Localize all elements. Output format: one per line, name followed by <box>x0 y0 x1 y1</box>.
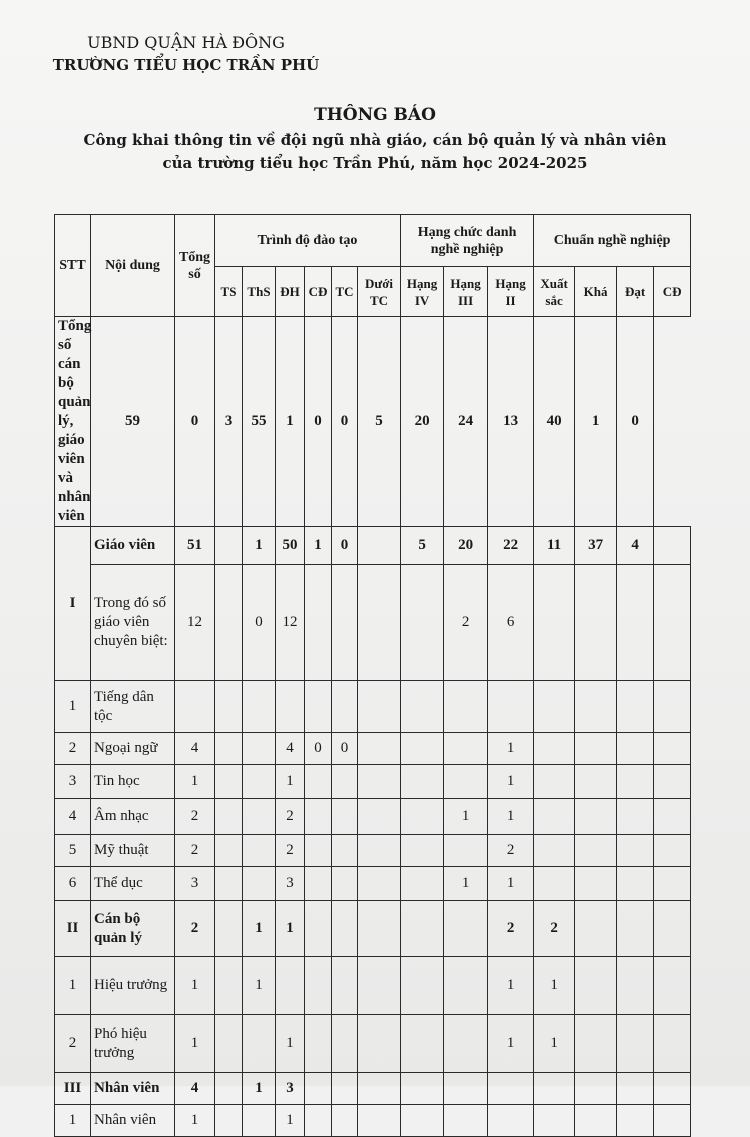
table-cell <box>332 901 358 957</box>
table-cell: 0 <box>332 527 358 565</box>
table-cell <box>654 1105 691 1137</box>
table-cell <box>358 1073 401 1105</box>
table-cell <box>444 765 488 799</box>
table-cell <box>332 957 358 1015</box>
table-row <box>55 957 725 1015</box>
table-body <box>55 317 725 1137</box>
table-cell: 1 <box>276 1015 305 1073</box>
table-row <box>55 681 725 733</box>
table-cell <box>401 1073 444 1105</box>
table-cell <box>654 1015 691 1073</box>
document-title: THÔNG BÁO <box>314 105 436 125</box>
table-cell <box>358 765 401 799</box>
table-cell: 2 <box>488 835 534 867</box>
table-cell: 1 <box>276 765 305 799</box>
table-cell <box>305 835 332 867</box>
table-row <box>55 317 725 527</box>
table-cell: 0 <box>175 317 215 527</box>
table-cell <box>617 957 654 1015</box>
staff-table <box>54 214 725 1137</box>
stt-cell: 5 <box>55 835 91 867</box>
table-cell: 20 <box>444 527 488 565</box>
stt-cell: 2 <box>55 733 91 765</box>
table-cell <box>215 1073 243 1105</box>
table-cell: 2 <box>276 835 305 867</box>
table-cell <box>617 681 654 733</box>
table-cell: 1 <box>276 1105 305 1137</box>
table-cell <box>243 799 276 835</box>
table-cell: 5 <box>401 527 444 565</box>
table-cell <box>305 867 332 901</box>
table-cell <box>332 1105 358 1137</box>
table-cell <box>575 765 617 799</box>
table-cell <box>575 901 617 957</box>
table-cell <box>654 527 691 565</box>
stt-cell: 1 <box>55 957 91 1015</box>
table-cell: 4 <box>276 733 305 765</box>
table-cell: 2 <box>534 901 575 957</box>
header-tc: TC <box>332 267 358 317</box>
table-cell: 1 <box>243 901 276 957</box>
table-cell: 2 <box>488 901 534 957</box>
table-cell <box>215 765 243 799</box>
table-row <box>55 565 725 681</box>
row-label: Nhân viên <box>91 1073 175 1105</box>
table-cell <box>488 1073 534 1105</box>
table-cell: 0 <box>617 317 654 527</box>
table-cell <box>332 1073 358 1105</box>
table-cell: 1 <box>488 867 534 901</box>
table-cell: 1 <box>488 799 534 835</box>
table-cell <box>575 1015 617 1073</box>
table-cell: 51 <box>175 527 215 565</box>
table-cell <box>575 1073 617 1105</box>
table-cell <box>215 867 243 901</box>
table-cell <box>654 867 691 901</box>
table-row <box>55 527 725 565</box>
document-subtitle-line1: Công khai thông tin về đội ngũ nhà giáo, cán bộ quản lý và nhân viên <box>83 131 667 149</box>
table-cell <box>654 1073 691 1105</box>
table-cell: 0 <box>305 733 332 765</box>
table-row <box>55 799 725 835</box>
table-cell: 1 <box>243 527 276 565</box>
table-cell <box>215 901 243 957</box>
table-cell: 1 <box>488 957 534 1015</box>
table-cell <box>215 835 243 867</box>
table-cell: 1 <box>534 957 575 1015</box>
stt-cell: 1 <box>55 681 91 733</box>
table-cell <box>488 681 534 733</box>
table-cell: 1 <box>488 765 534 799</box>
table-cell: 1 <box>444 799 488 835</box>
table-cell <box>305 901 332 957</box>
table-cell: 4 <box>617 527 654 565</box>
table-cell <box>243 867 276 901</box>
row-label: Âm nhạc <box>91 799 175 835</box>
table-cell <box>654 799 691 835</box>
table-cell <box>401 1015 444 1073</box>
table-cell: 59 <box>91 317 175 527</box>
table-cell <box>534 765 575 799</box>
table-cell <box>358 681 401 733</box>
table-cell <box>332 681 358 733</box>
table-cell <box>575 867 617 901</box>
table-cell: 55 <box>243 317 276 527</box>
header-ts: TS <box>215 267 243 317</box>
table-cell <box>444 901 488 957</box>
table-cell <box>243 733 276 765</box>
table-row <box>55 733 725 765</box>
table-cell: 1 <box>243 957 276 1015</box>
table-cell: 1 <box>276 317 305 527</box>
table-cell <box>654 565 691 681</box>
table-cell: 1 <box>175 1015 215 1073</box>
table-cell <box>444 1015 488 1073</box>
table-cell <box>654 957 691 1015</box>
header-kha: Khá <box>575 267 617 317</box>
table-cell: 1 <box>488 733 534 765</box>
table-cell <box>444 957 488 1015</box>
table-cell <box>358 527 401 565</box>
header-cd-chuan: CĐ <box>654 267 691 317</box>
header-duoi-tc: Dưới TC <box>358 267 401 317</box>
table-cell <box>215 1105 243 1137</box>
table-cell: 1 <box>444 867 488 901</box>
table-row <box>55 867 725 901</box>
table-row <box>55 835 725 867</box>
table-cell: 1 <box>175 1105 215 1137</box>
header-dh: ĐH <box>276 267 305 317</box>
table-cell <box>276 681 305 733</box>
row-label: Nhân viên <box>91 1105 175 1137</box>
table-cell: 50 <box>276 527 305 565</box>
table-cell <box>305 1015 332 1073</box>
row-label: Ngoại ngữ <box>91 733 175 765</box>
table-cell: 5 <box>358 317 401 527</box>
table-cell: 0 <box>332 317 358 527</box>
table-cell <box>332 835 358 867</box>
table-cell: 1 <box>488 1015 534 1073</box>
table-cell <box>444 733 488 765</box>
table-cell <box>305 1073 332 1105</box>
table-cell <box>215 1015 243 1073</box>
table-cell <box>617 799 654 835</box>
table-cell <box>358 1015 401 1073</box>
table-cell <box>534 867 575 901</box>
table-cell: 1 <box>175 765 215 799</box>
table-cell <box>444 835 488 867</box>
table-cell: 1 <box>575 317 617 527</box>
row-label: Tổng số cán bộ quản lý, giáo viên và nhân viên <box>55 317 91 527</box>
header-dat: Đạt <box>617 267 654 317</box>
table-cell: 12 <box>276 565 305 681</box>
table-cell <box>534 565 575 681</box>
stt-cell: 4 <box>55 799 91 835</box>
table-row <box>55 1015 725 1073</box>
table-cell <box>332 867 358 901</box>
row-label: Tin học <box>91 765 175 799</box>
table-cell: 2 <box>175 799 215 835</box>
table-cell <box>243 1105 276 1137</box>
table-cell <box>654 733 691 765</box>
table-cell <box>401 867 444 901</box>
table-cell: 3 <box>215 317 243 527</box>
table-cell <box>617 901 654 957</box>
table-cell <box>358 867 401 901</box>
header-hang-ii: Hạng II <box>488 267 534 317</box>
header-tong-so: Tổng số <box>175 215 215 317</box>
table-cell: 40 <box>534 317 575 527</box>
table-cell <box>358 733 401 765</box>
org-name: UBND QUẬN HÀ ĐÔNG <box>87 33 285 52</box>
row-label: Mỹ thuật <box>91 835 175 867</box>
table-cell <box>358 799 401 835</box>
table-cell <box>575 957 617 1015</box>
table-cell <box>305 799 332 835</box>
table-cell <box>575 681 617 733</box>
header-hang-iv: Hạng IV <box>401 267 444 317</box>
header-row-1 <box>55 215 725 267</box>
header-hang-chuc-danh: Hạng chức danh nghề nghiệp <box>401 215 534 267</box>
table-cell <box>575 1105 617 1137</box>
table-cell <box>617 733 654 765</box>
table-cell <box>215 799 243 835</box>
header-chuan-nghe: Chuẩn nghề nghiệp <box>534 215 691 267</box>
table-cell <box>401 733 444 765</box>
table-cell <box>276 957 305 1015</box>
table-cell <box>175 681 215 733</box>
table-cell <box>401 565 444 681</box>
table-cell: 37 <box>575 527 617 565</box>
table-cell <box>617 1015 654 1073</box>
table-cell: 22 <box>488 527 534 565</box>
table-cell: 0 <box>332 733 358 765</box>
table-cell: 24 <box>444 317 488 527</box>
table-cell <box>534 835 575 867</box>
table-cell <box>401 957 444 1015</box>
table-cell: 13 <box>488 317 534 527</box>
row-label: Tiếng dân tộc <box>91 681 175 733</box>
table-cell: 2 <box>444 565 488 681</box>
table-cell <box>401 765 444 799</box>
table-cell <box>444 681 488 733</box>
table-cell <box>215 565 243 681</box>
table-cell <box>305 1105 332 1137</box>
stt-cell: II <box>55 901 91 957</box>
table-cell <box>444 1105 488 1137</box>
table-cell <box>215 733 243 765</box>
table-cell <box>332 565 358 681</box>
header-trinh-do: Trình độ đào tạo <box>215 215 401 267</box>
table-cell <box>358 835 401 867</box>
table-cell <box>617 565 654 681</box>
table-cell: 0 <box>243 565 276 681</box>
table-cell <box>358 1105 401 1137</box>
table-cell: 3 <box>276 1073 305 1105</box>
table-cell <box>401 799 444 835</box>
table-cell <box>401 835 444 867</box>
table-cell <box>332 799 358 835</box>
table-cell: 2 <box>175 835 215 867</box>
table-cell <box>534 799 575 835</box>
table-cell: 2 <box>175 901 215 957</box>
table-cell <box>575 799 617 835</box>
table-cell <box>488 1105 534 1137</box>
table-cell <box>358 957 401 1015</box>
table-cell: 1 <box>534 1015 575 1073</box>
table-cell <box>617 835 654 867</box>
table-cell <box>575 565 617 681</box>
table-cell: 1 <box>276 901 305 957</box>
table-cell: 3 <box>175 867 215 901</box>
table-cell <box>617 1105 654 1137</box>
table-cell: 3 <box>276 867 305 901</box>
table-row <box>55 1105 725 1137</box>
table-cell <box>305 681 332 733</box>
table-cell <box>243 681 276 733</box>
stt-cell: III <box>55 1073 91 1105</box>
table-cell <box>534 1105 575 1137</box>
table-cell: 12 <box>175 565 215 681</box>
table-cell <box>243 765 276 799</box>
table-cell <box>654 901 691 957</box>
stt-cell: 6 <box>55 867 91 901</box>
title-block <box>0 104 750 174</box>
stt-cell: 3 <box>55 765 91 799</box>
table-cell <box>215 957 243 1015</box>
table-cell <box>358 565 401 681</box>
table-cell <box>444 1073 488 1105</box>
header-xuat-sac: Xuất sắc <box>534 267 575 317</box>
header-noi-dung: Nội dung <box>91 215 175 317</box>
table-row <box>55 765 725 799</box>
row-label: Cán bộ quản lý <box>91 901 175 957</box>
table-cell <box>215 527 243 565</box>
table-cell: 11 <box>534 527 575 565</box>
table-cell <box>305 957 332 1015</box>
table-cell <box>617 1073 654 1105</box>
table-cell: 4 <box>175 1073 215 1105</box>
table-cell: 1 <box>243 1073 276 1105</box>
row-label: Hiệu trưởng <box>91 957 175 1015</box>
row-label: Trong đó số giáo viên chuyên biệt: <box>91 565 175 681</box>
table-cell: 6 <box>488 565 534 681</box>
stt-cell: 2 <box>55 1015 91 1073</box>
table-cell <box>534 733 575 765</box>
table-cell <box>401 1105 444 1137</box>
table-cell: 2 <box>276 799 305 835</box>
table-cell <box>654 681 691 733</box>
header-cd: CĐ <box>305 267 332 317</box>
header-ths: ThS <box>243 267 276 317</box>
table-cell <box>654 765 691 799</box>
table-cell <box>401 681 444 733</box>
table-cell <box>305 565 332 681</box>
table-cell: 4 <box>175 733 215 765</box>
table-cell <box>654 835 691 867</box>
table-cell <box>243 1015 276 1073</box>
table-cell <box>401 901 444 957</box>
table-cell <box>332 765 358 799</box>
header-hang-iii: Hạng III <box>444 267 488 317</box>
row-label: Thể dục <box>91 867 175 901</box>
table-cell <box>534 1073 575 1105</box>
row-label: Phó hiệu trưởng <box>91 1015 175 1073</box>
table-cell <box>215 681 243 733</box>
table-cell <box>305 765 332 799</box>
table-cell <box>534 681 575 733</box>
table-cell <box>617 867 654 901</box>
table-cell <box>358 901 401 957</box>
header-stt: STT <box>55 215 91 317</box>
table-cell <box>617 765 654 799</box>
table-cell <box>332 1015 358 1073</box>
table-cell: 1 <box>175 957 215 1015</box>
document-subtitle-line2: của trường tiểu học Trần Phú, năm học 2024-2025 <box>162 154 588 172</box>
table-cell <box>575 733 617 765</box>
table-cell <box>243 835 276 867</box>
school-name: TRƯỜNG TIỂU HỌC TRẦN PHÚ <box>52 56 320 74</box>
stt-cell: I <box>55 527 91 681</box>
table-row <box>55 1073 725 1105</box>
table-cell: 20 <box>401 317 444 527</box>
stt-cell: 1 <box>55 1105 91 1137</box>
document-header <box>52 32 320 76</box>
table-cell: 1 <box>305 527 332 565</box>
table-row <box>55 901 725 957</box>
row-label: Giáo viên <box>91 527 175 565</box>
table-cell <box>575 835 617 867</box>
table-cell: 0 <box>305 317 332 527</box>
